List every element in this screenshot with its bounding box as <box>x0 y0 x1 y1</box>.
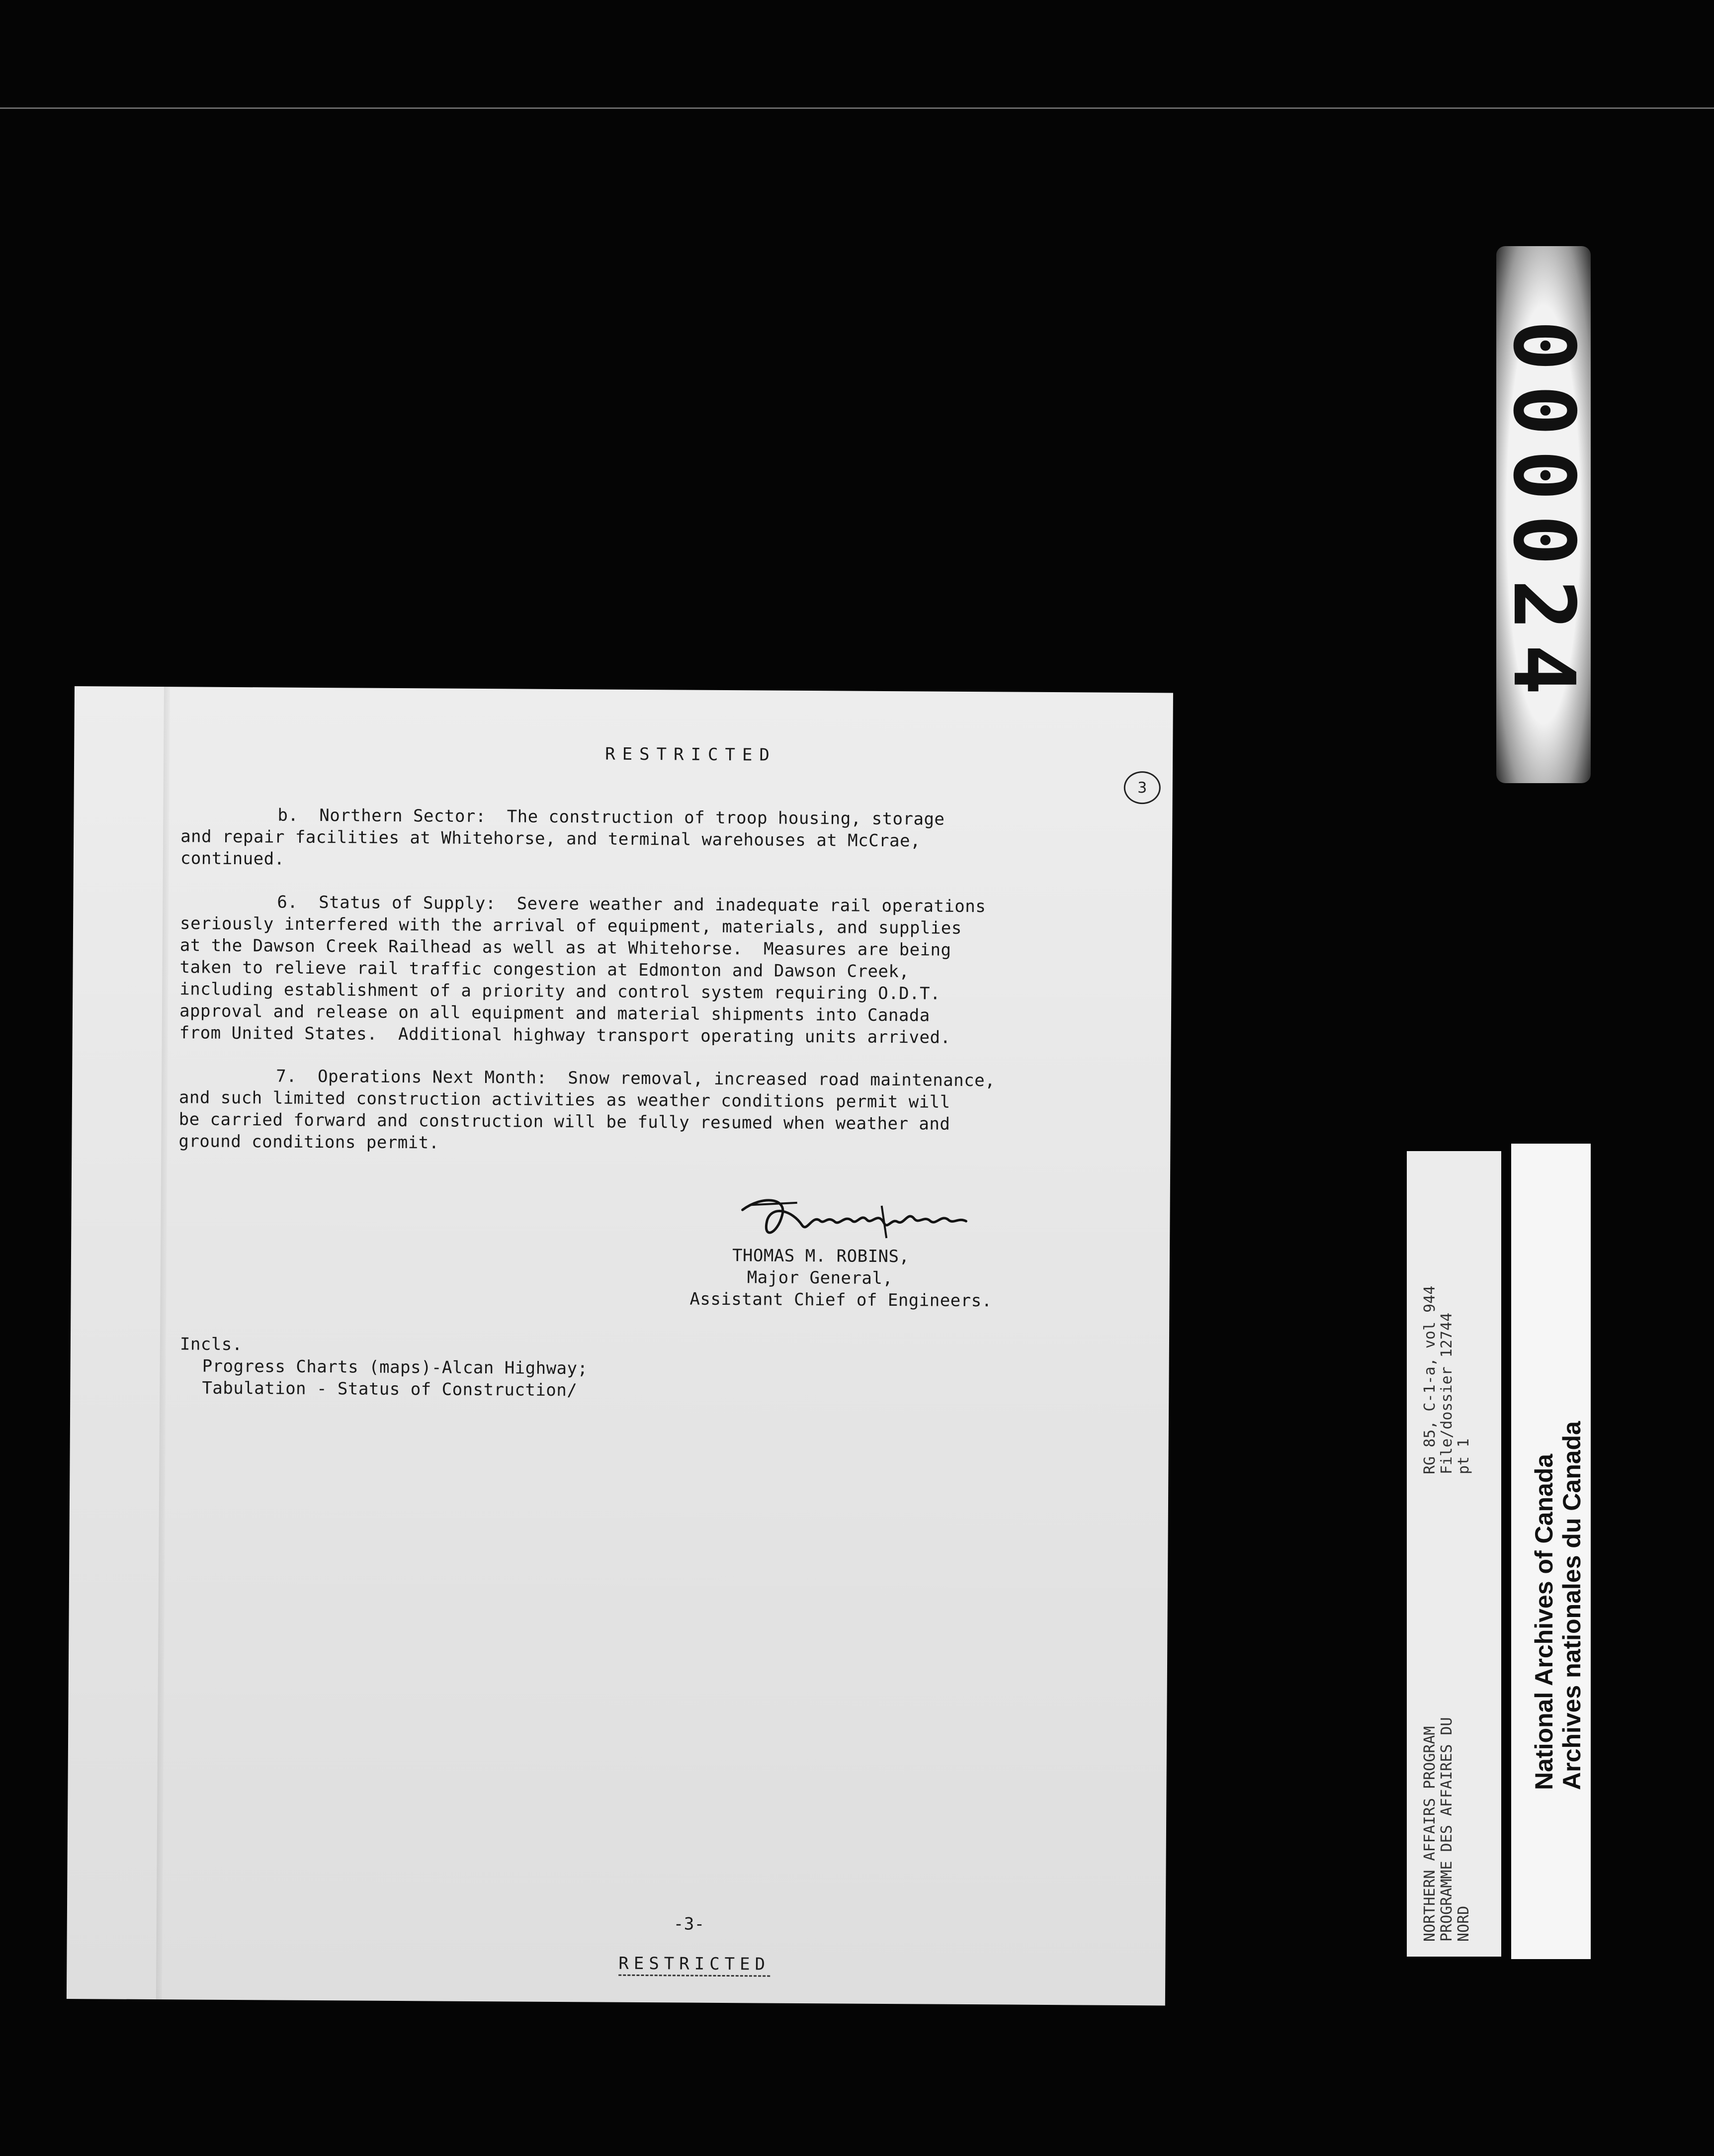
frame-number: 000024 <box>1494 320 1593 710</box>
enclosures-heading: Incls. <box>179 1334 243 1355</box>
para-6-line-1: 6. Status of Supply: Severe weather and inadequate rail operations <box>277 892 986 917</box>
header-classification: RESTRICTED <box>605 744 777 765</box>
page-number: -3- <box>673 1914 705 1934</box>
signer-name: THOMAS M. ROBINS, <box>732 1246 910 1267</box>
enclosure-item-2: Tabulation - Status of Construction/ <box>202 1378 578 1401</box>
para-7-line-2: and such limited construction activities as weather conditions permit will <box>178 1087 950 1112</box>
handwritten-signature <box>732 1190 981 1251</box>
program-name: NORTHERN AFFAIRS PROGRAM PROGRAMME DES AFFAIRES DU NORD <box>1421 1717 1472 1942</box>
circled-page-mark: 3 <box>1124 771 1161 804</box>
paper-fold-shadow <box>156 687 170 1999</box>
institution-name: National Archives of Canada Archives nationales du Canada <box>1530 1421 1586 1790</box>
microfilm-frame-number-strip <box>1496 246 1591 783</box>
para-7-line-3: be carried forward and construction will be fully resumed when weather and <box>178 1109 950 1134</box>
archive-institution-label <box>1511 1144 1591 1959</box>
para-6-line-3: at the Dawson Creek Railhead as well as at Whitehorse. Measures are being <box>179 935 951 960</box>
para-6-line-7: from United States. Additional highway transport operating units arrived. <box>179 1023 951 1048</box>
para-6-line-5: including establishment of a priority and control system requiring O.D.T. <box>179 979 941 1004</box>
archive-reference-label <box>1407 1151 1501 1957</box>
para-6-line-2: seriously interfered with the arrival of equipment, materials, and supplies <box>179 913 962 938</box>
footer-classification: RESTRICTED <box>618 1953 770 1977</box>
para-6-line-4: taken to relieve rail traffic congestion at Edmonton and Dawson Creek, <box>179 957 910 982</box>
para-6-line-6: approval and release on all equipment and material shipments into Canada <box>179 1001 930 1026</box>
archival-reference: RG 85, C-1-a, vol 944 File/dossier 12744 pt 1 <box>1421 1285 1472 1474</box>
para-7-line-1: 7. Operations Next Month: Snow removal, increased road maintenance, <box>276 1066 996 1091</box>
para-b-line-1: b. Northern Sector: The construction of troop housing, storage <box>277 805 945 829</box>
para-b-line-2: and repair facilities at Whitehorse, and terminal warehouses at McCrae, <box>180 826 921 851</box>
top-film-rule <box>0 107 1714 109</box>
document-page <box>67 686 1173 2005</box>
para-b-line-3: continued. <box>180 848 285 869</box>
signer-title: Assistant Chief of Engineers. <box>689 1289 992 1311</box>
signer-rank: Major General, <box>747 1267 893 1289</box>
enclosure-item-1: Progress Charts (maps)-Alcan Highway; <box>202 1356 588 1379</box>
para-7-line-4: ground conditions permit. <box>178 1131 439 1153</box>
